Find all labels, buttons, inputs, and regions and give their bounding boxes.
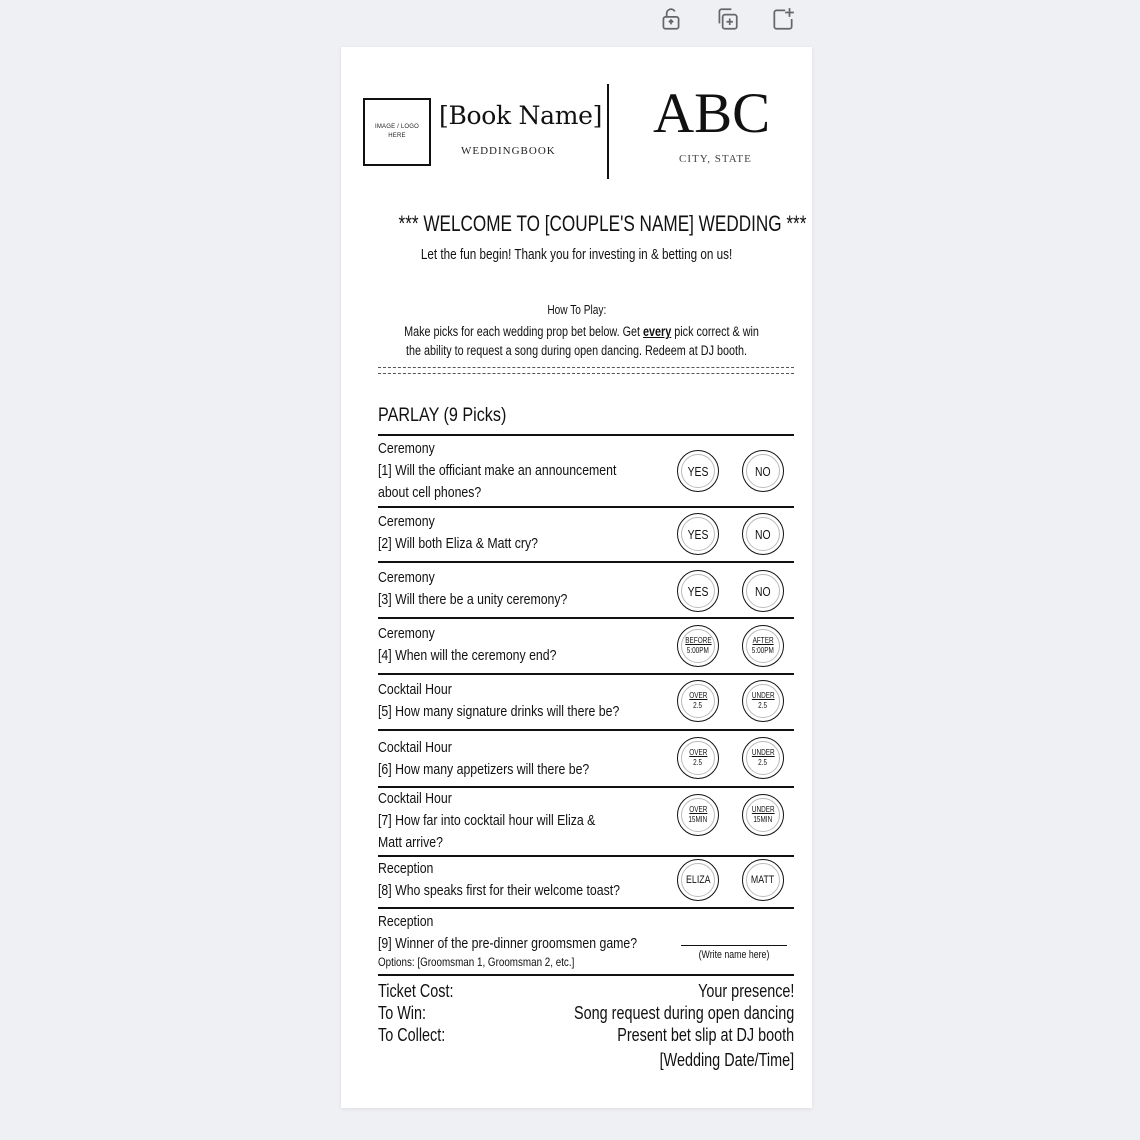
bet-category: Cocktail Hour	[378, 681, 452, 698]
row-rule	[378, 907, 794, 909]
bet-row-3	[378, 567, 624, 611]
brand-monogram: ABC	[653, 82, 771, 145]
row-rule	[378, 673, 794, 675]
option-label: MATT	[751, 874, 775, 886]
howto-line1-a: Make picks for each wedding prop bet below. Get	[404, 324, 644, 339]
option-label: UNDER	[751, 748, 775, 757]
bet-question: [9] Winner of the pre-dinner groomsmen game?	[378, 935, 638, 952]
ticket-cost-label: Ticket Cost:	[378, 981, 454, 1001]
option-sublabel: 2.5	[693, 701, 703, 710]
option-label: AFTER	[752, 636, 774, 645]
bet-row-8	[378, 858, 624, 902]
bet-category: Ceremony	[378, 625, 435, 642]
option-label: OVER	[688, 748, 708, 757]
bet-5-option-under[interactable]	[742, 680, 784, 722]
bet-6-option-over[interactable]	[677, 737, 719, 779]
bet-8-option-eliza[interactable]	[677, 859, 719, 901]
book-name: [Book Name]	[439, 101, 603, 130]
how-to-play-title-text: How To Play:	[546, 302, 606, 317]
bet-category: Ceremony	[378, 440, 435, 457]
row-rule	[378, 974, 794, 976]
write-in-label: (Write name here)	[698, 949, 770, 961]
duplicate-icon[interactable]	[712, 4, 742, 34]
wedding-date: [Wedding Date/Time]	[659, 1050, 794, 1070]
bet-category: Ceremony	[378, 569, 435, 586]
bet-6-option-under[interactable]	[742, 737, 784, 779]
bet-row-2	[378, 511, 624, 555]
bet-question: [1] Will the officiant make an announcement	[378, 462, 617, 479]
bet-question: [3] Will there be a unity ceremony?	[378, 591, 568, 608]
header-divider	[607, 84, 609, 179]
how-to-play-line-1	[404, 322, 759, 341]
option-label: UNDER	[751, 691, 775, 700]
bet-8-option-matt[interactable]	[742, 859, 784, 901]
option-sublabel: 2.5	[693, 758, 703, 767]
how-to-play-title	[341, 302, 812, 317]
bet-row-6	[378, 737, 624, 781]
bet-question-cont: Matt arrive?	[378, 834, 443, 851]
option-label: OVER	[688, 691, 708, 700]
bet-5-option-over[interactable]	[677, 680, 719, 722]
bet-row-9	[378, 911, 638, 969]
howto-line1-b: pick correct & win	[671, 324, 759, 339]
bet-7-option-under[interactable]	[742, 794, 784, 836]
tagline	[341, 246, 812, 263]
option-sublabel: 15MIN	[688, 815, 708, 824]
option-label: YES	[687, 583, 709, 599]
option-sublabel: 5:00PM	[686, 646, 710, 655]
bet-question: [6] How many appetizers will there be?	[378, 761, 590, 778]
bet-1-option-no[interactable]	[742, 450, 784, 492]
option-label: BEFORE	[684, 636, 712, 645]
option-label: NO	[755, 463, 771, 479]
bet-3-option-yes[interactable]	[677, 570, 719, 612]
bet-2-option-no[interactable]	[742, 513, 784, 555]
option-label: NO	[755, 526, 771, 542]
bet-category: Ceremony	[378, 513, 435, 530]
option-label: ELIZA	[685, 874, 711, 886]
bet-row-4	[378, 623, 624, 667]
option-label: YES	[687, 526, 709, 542]
to-collect-label: To Collect:	[378, 1025, 446, 1045]
brand-location: CITY, STATE	[679, 153, 752, 165]
bet-1-option-yes[interactable]	[677, 450, 719, 492]
unlock-icon[interactable]	[656, 4, 686, 34]
option-sublabel: 15MIN	[753, 815, 773, 824]
row-rule	[378, 855, 794, 857]
welcome-heading	[341, 211, 812, 237]
bet-row-5	[378, 679, 624, 723]
bet-2-option-yes[interactable]	[677, 513, 719, 555]
toolbar	[656, 4, 798, 34]
bet-question: [8] Who speaks first for their welcome toast?	[378, 882, 621, 899]
bet-row-1	[378, 438, 624, 504]
dashed-divider	[378, 367, 794, 374]
bet-question-cont: about cell phones?	[378, 484, 482, 501]
bet-options-hint: Options: [Groomsman 1, Groomsman 2, etc.]	[378, 955, 575, 969]
row-rule	[378, 561, 794, 563]
ticket-cost-value: Your presence!	[697, 981, 794, 1001]
bet-category: Reception	[378, 860, 434, 877]
bet-slip-card	[341, 47, 812, 1108]
bet-category: Cocktail Hour	[378, 739, 452, 756]
welcome-text: *** WELCOME TO [COUPLE'S NAME] WEDDING ***	[398, 211, 807, 236]
to-win-label: To Win:	[378, 1003, 427, 1023]
bet-question: [4] When will the ceremony end?	[378, 647, 557, 664]
bet-category: Cocktail Hour	[378, 790, 452, 807]
bet-category: Reception	[378, 913, 434, 930]
book-subtitle: WEDDINGBOOK	[461, 145, 556, 157]
how-to-play-line-2: the ability to request a song during open dancing. Redeem at DJ booth.	[405, 343, 748, 358]
bet-3-option-no[interactable]	[742, 570, 784, 612]
add-page-icon[interactable]	[768, 4, 798, 34]
bet-4-option-before[interactable]	[677, 625, 719, 667]
bet-4-option-after[interactable]	[742, 625, 784, 667]
option-label: YES	[687, 463, 709, 479]
howto-line1-bold: every	[643, 324, 672, 339]
option-label: NO	[755, 583, 771, 599]
option-sublabel: 2.5	[758, 758, 768, 767]
how-to-play-text	[361, 322, 792, 360]
bet-question: [7] How far into cocktail hour will Eliza &	[378, 812, 596, 829]
parlay-title: PARLAY (9 Picks)	[378, 405, 507, 426]
bet-7-option-over[interactable]	[677, 794, 719, 836]
row-rule	[378, 434, 794, 436]
option-sublabel: 2.5	[758, 701, 768, 710]
option-sublabel: 5:00PM	[751, 646, 775, 655]
option-label: OVER	[688, 805, 708, 814]
row-rule	[378, 617, 794, 619]
tagline-text: Let the fun begin! Thank you for investing in & betting on us!	[420, 246, 733, 263]
to-win-value: Song request during open dancing	[573, 1003, 794, 1023]
to-collect-value: Present bet slip at DJ booth	[617, 1025, 794, 1045]
row-rule	[378, 506, 794, 508]
option-label: UNDER	[751, 805, 775, 814]
bet-question: [5] How many signature drinks will there be?	[378, 703, 620, 720]
bet-row-7	[378, 788, 624, 854]
write-in-field[interactable]	[681, 945, 787, 946]
row-rule	[378, 729, 794, 731]
bet-question: [2] Will both Eliza & Matt cry?	[378, 535, 538, 552]
logo-placeholder[interactable]: IMAGE / LOGO HERE	[363, 98, 431, 166]
